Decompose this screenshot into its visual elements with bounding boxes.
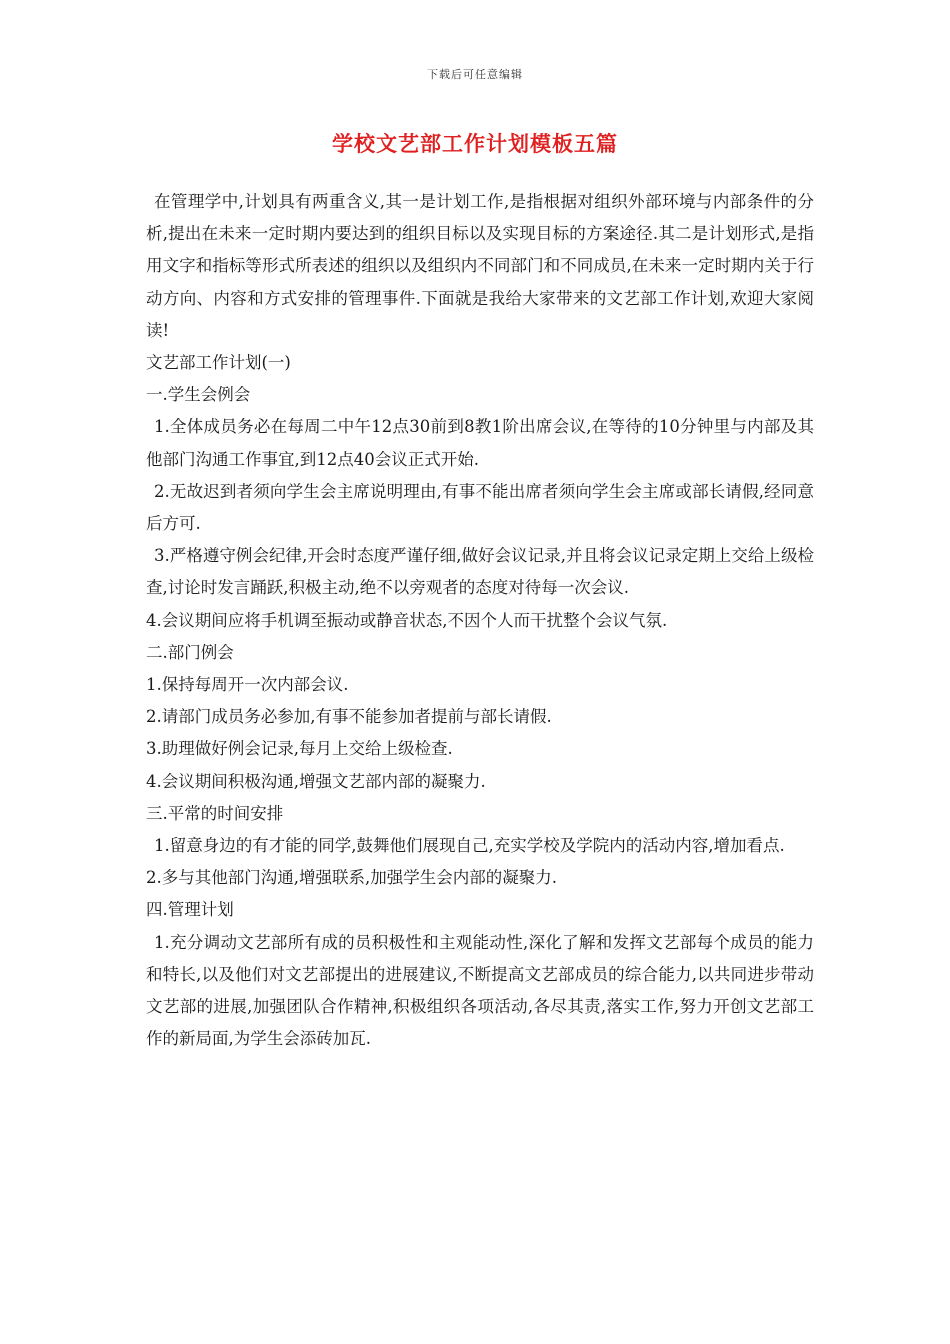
header-note: 下载后可任意编辑 [427,68,523,81]
list-item: 2.请部门成员务必参加,有事不能参加者提前与部长请假. [146,707,552,727]
section-heading-plan-1: 文艺部工作计划(一) [146,353,291,373]
list-item: 2.无故迟到者须向学生会主席说明理由,有事不能出席者须向学生会主席或部长请假,经同意后方可. [146,481,814,534]
list-item: 4.会议期间积极沟通,增强文艺部内部的凝聚力. [146,771,486,791]
list-item: 1.保持每周开一次内部会议. [146,675,349,695]
subheading-department-meeting: 二.部门例会 [146,642,234,662]
list-item: 3.严格遵守例会纪律,开会时态度严谨仔细,做好会议记录,并且将会议记录定期上交给上级检查,讨论时发言踊跃,积极主动,绝不以旁观者的态度对待每一次会议. [146,546,814,598]
intro-paragraph: 在管理学中,计划具有两重含义,其一是计划工作,是指根据对组织外部环境与内部条件的分析,提出在未来一定时期内要达到的组织目标以及实现目标的方案途径.其二是计划形式,是指用文字和指标等形式所表述的组织以及组织内不同部门和不同成员,在未来一定时期内关于行动方向、内容和方式安排的管理事件.下面就是我给大家带来的文艺部工作计划,欢迎大家阅读! [146,192,814,340]
list-item: 1.充分调动文艺部所有成的员积极性和主观能动性,深化了解和发挥文艺部每个成员的能力和特长,以及他们对文艺部提出的进展建议,不断提高文艺部成员的综合能力,以共同进步带动文艺部的进展,加强团队合作精神,积极组织各项活动,各尽其责,落实工作,努力开创文艺部工作的新局面,为学生会添砖加瓦. [146,932,814,1049]
list-item: 1.留意身边的有才能的同学,鼓舞他们展现自己,充实学校及学院内的活动内容,增加看点. [154,836,785,856]
subheading-daily-schedule: 三.平常的时间安排 [146,803,284,823]
subheading-student-union-meeting: 一.学生会例会 [146,385,251,405]
list-item: 3.助理做好例会记录,每月上交给上级检查. [146,739,453,759]
list-item: 4.会议期间应将手机调至振动或静音状态,不因个人而干扰整个会议气氛. [146,610,668,630]
list-item: 2.多与其他部门沟通,增强联系,加强学生会内部的凝聚力. [146,868,557,888]
subheading-management-plan: 四.管理计划 [146,900,234,920]
document-title: 学校文艺部工作计划模板五篇 [332,131,618,156]
document-body [146,186,814,1055]
list-item: 1.全体成员务必在每周二中午12点30前到8教1阶出席会议,在等待的10分钟里与内部及其他部门沟通工作事宜,到12点40会议正式开始. [146,417,814,469]
